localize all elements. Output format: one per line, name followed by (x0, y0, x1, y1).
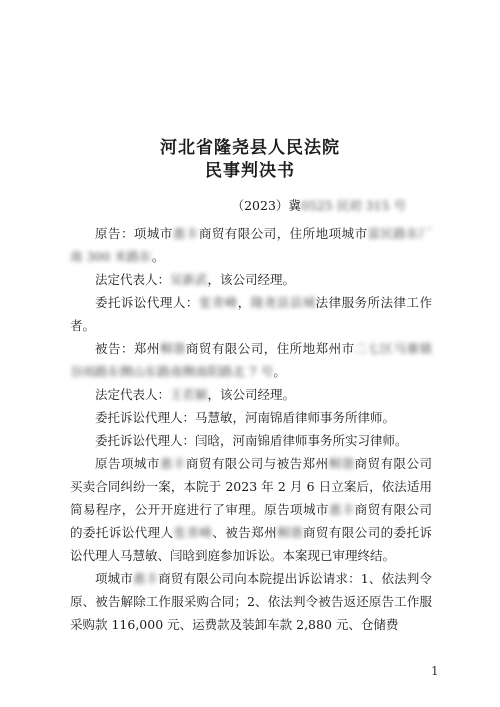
redacted-text: 惠丰 (132, 571, 159, 586)
judgment-body (70, 222, 432, 636)
redacted-text: 二七区马寨镇谷雨路东侧山东路南侧南阳路北 7 号 (70, 341, 432, 379)
text: 委托诉讼代理人： (95, 295, 199, 310)
text: 商贸有限公司，住所地项城市 (198, 226, 368, 241)
text: 。 (273, 364, 286, 379)
plaintiff-paragraph (70, 222, 432, 268)
text: 。 (151, 249, 165, 264)
case-number-redacted: 0525 民初 315 号 (300, 198, 406, 213)
defendant-agent-2: 委托诉讼代理人：闫晗，河南锦盾律师事务所实习律师。 (95, 433, 408, 448)
text: 商贸有限公司与被告郑州 (185, 456, 329, 471)
text: 被告：郑州 (95, 341, 160, 356)
text: 商贸有限公司向本院提出诉讼请求：1、依法判令原、被告解除工作服采购合同；2、依法判令被告返还原告工作服采购款 116,000 元、运费款及装卸车款 2,880 元、仓储费 (70, 571, 432, 632)
redacted-text: 富民路东厂南 300 米路东 (70, 226, 432, 264)
text: ， (237, 295, 251, 310)
redacted-text: 隆尧县县城 (250, 295, 316, 310)
text: 原告：项城市 (95, 226, 173, 241)
redacted-text: 吴新武 (170, 272, 208, 287)
case-summary-paragraph (70, 452, 432, 567)
claims-paragraph (70, 567, 432, 636)
text: 法定代表人： (95, 387, 171, 402)
redacted-text: 惠丰 (159, 456, 186, 471)
text: ，该公司经理。 (207, 272, 296, 287)
redacted-text: 张青峰 (198, 295, 238, 310)
plaintiff-agent (70, 291, 432, 337)
text: 商贸有限公司，住所地郑州市 (185, 341, 355, 356)
case-number-prefix: （2023）冀 (231, 198, 301, 213)
text: 法定代表人： (95, 272, 171, 287)
defendant-paragraph (70, 337, 432, 383)
redacted-text: 惠丰 (172, 226, 199, 241)
redacted-text: 王若颖 (170, 387, 208, 402)
text: 商贸有限公司的委托诉讼代理人 (70, 502, 432, 540)
document-type: 民事判决书 (205, 161, 295, 181)
text: 法律服务所法律工作者。 (70, 295, 432, 333)
text: 、被告郑州 (212, 525, 278, 540)
redacted-text: 桐谐 (159, 341, 186, 356)
plaintiff-legal-rep (70, 268, 432, 291)
text: 原告项城市 (95, 456, 160, 471)
defendant-legal-rep (70, 383, 432, 406)
case-number (232, 196, 406, 214)
text: 项城市 (95, 571, 133, 586)
redacted-text: 桐谐 (277, 525, 303, 540)
text: 商贸有限公司的委托诉讼代理人马慧敏、闫晗到庭参加诉讼。本案现已审理终结。 (70, 525, 432, 563)
redacted-text: 桐谐 (328, 456, 355, 471)
court-name: 河北省隆尧县人民法院 (160, 138, 340, 158)
text: ，该公司经理。 (207, 387, 296, 402)
defendant-agent-1: 委托诉讼代理人：马慧敏，河南锦盾律师事务所律师。 (95, 410, 396, 425)
redacted-text: 张青峰 (173, 525, 213, 540)
redacted-text: 惠丰 (328, 502, 355, 517)
page-number: 1 (431, 664, 439, 678)
text: 商贸有限公司买卖合同纠纷一案，本院于 2023 年 2 月 6 日立案后，依法适用简易程序，公开开庭进行了审理。原告项城市 (70, 456, 432, 517)
